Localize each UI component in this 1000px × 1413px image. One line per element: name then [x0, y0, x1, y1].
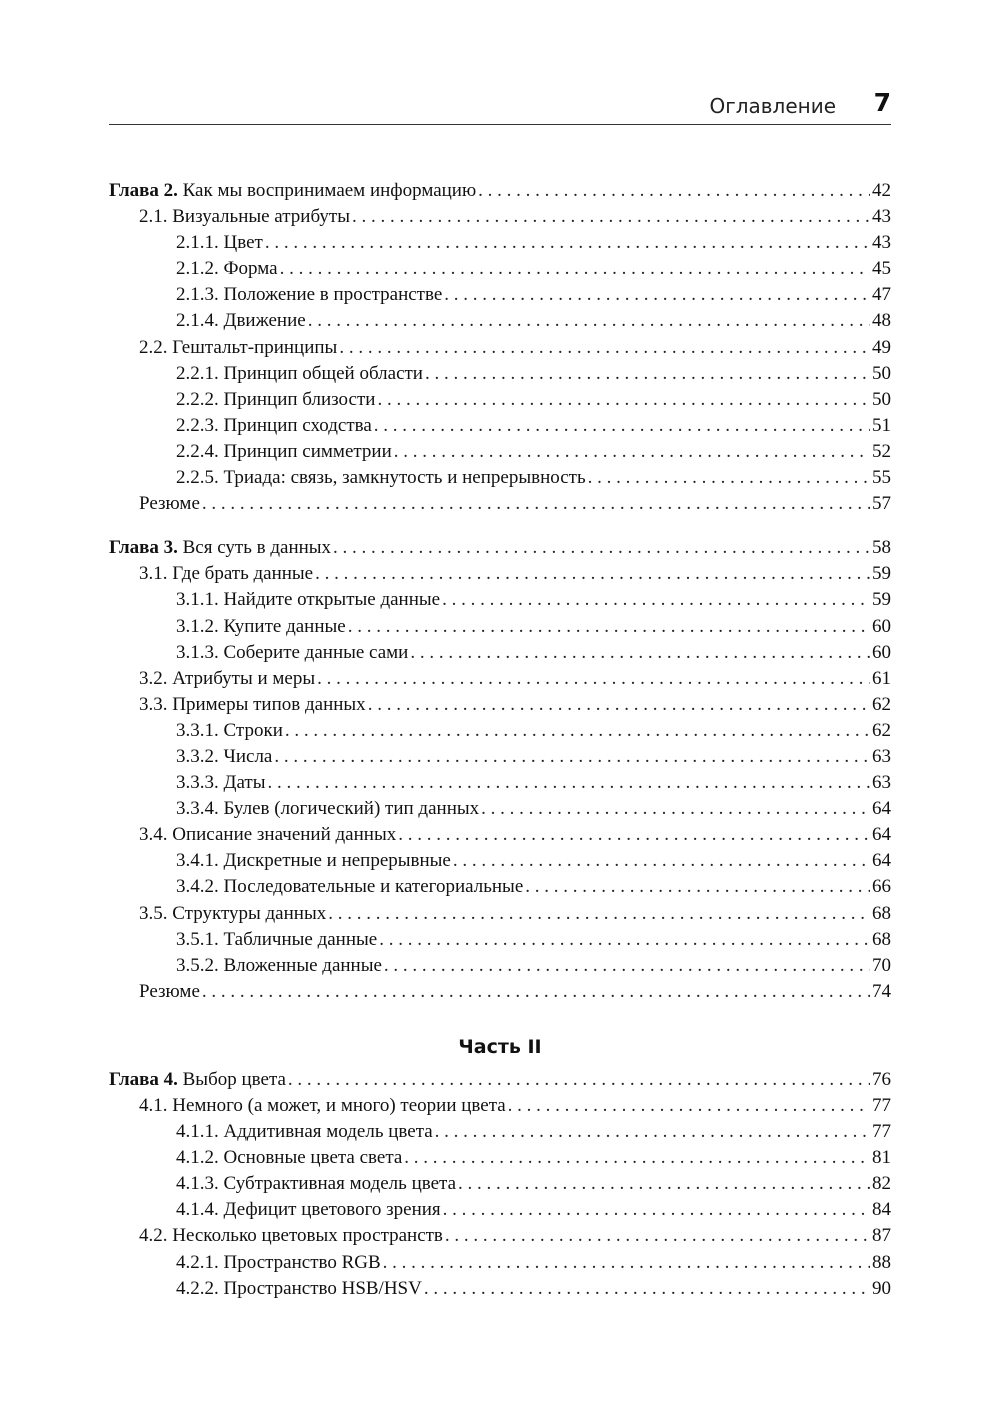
dot-leader [394, 439, 870, 465]
dot-leader [435, 1119, 870, 1145]
toc-entry-text: 2.1. Визуальные атрибуты [139, 206, 350, 228]
toc-entry-label [109, 535, 331, 561]
toc-entry-text: 3.3.4. Булев (логический) тип данных [176, 798, 480, 820]
toc-entry [109, 1250, 891, 1276]
toc-entry-label [139, 1093, 506, 1119]
toc-entry-label [176, 587, 440, 613]
dot-leader [348, 614, 870, 640]
dot-leader [379, 927, 870, 953]
toc-entry-text: 3.1.3. Соберите данные сами [176, 641, 409, 663]
toc-entry-label [139, 561, 313, 587]
toc-page-number: 52 [872, 440, 891, 462]
toc-entry [109, 335, 891, 361]
toc-page-number: 51 [872, 414, 891, 436]
toc-entry-text: 3.4.1. Дискретные и непрерывные [176, 850, 451, 872]
toc-entry-label [109, 1067, 286, 1093]
toc-entry-text: 4.1.1. Аддитивная модель цвета [176, 1121, 433, 1143]
chapter-prefix: Глава 4. [109, 1068, 178, 1090]
toc-entry [109, 848, 891, 874]
toc-page-number: 55 [872, 467, 891, 489]
toc-page-number: 47 [872, 284, 891, 306]
dot-leader [308, 308, 870, 334]
dot-leader [339, 335, 870, 361]
toc-entry [109, 666, 891, 692]
toc-entry-label [139, 1223, 443, 1249]
toc-entry-text: 4.2. Несколько цветовых пространств [139, 1225, 443, 1247]
toc-page-number: 43 [872, 206, 891, 228]
toc-entry [109, 1145, 891, 1171]
dot-leader [328, 901, 870, 927]
toc-entry-label [176, 230, 263, 256]
toc-page-number: 68 [872, 902, 891, 924]
toc-entry-label [176, 465, 586, 491]
header-title: Оглавление [709, 94, 836, 118]
toc-page-number: 63 [872, 772, 891, 794]
dot-leader [377, 387, 870, 413]
dot-leader [265, 230, 870, 256]
toc-entry [109, 718, 891, 744]
header-page-number: 7 [873, 88, 891, 117]
toc-entry-text: 3.3.1. Строки [176, 719, 283, 741]
toc-page-number: 62 [872, 693, 891, 715]
toc-page-number: 76 [872, 1068, 891, 1090]
toc-entry [109, 230, 891, 256]
toc-entry [109, 874, 891, 900]
dot-leader [458, 1171, 870, 1197]
toc-entry-label [176, 848, 451, 874]
toc-entry-text: Вся суть в данных [182, 537, 332, 559]
toc-entry-label [176, 874, 523, 900]
toc-page-number: 58 [872, 537, 891, 559]
toc-entry [109, 901, 891, 927]
toc-page-number: 63 [872, 745, 891, 767]
toc-entry [109, 744, 891, 770]
toc-entry-label [176, 1250, 381, 1276]
toc-page-number: 50 [872, 362, 891, 384]
toc-entry-text: 2.2.3. Принцип сходства [176, 414, 372, 436]
dot-leader [525, 874, 870, 900]
toc-page-number: 77 [872, 1121, 891, 1143]
toc-entry-text: 2.2.5. Триада: связь, замкнутость и непрерывность [176, 467, 586, 489]
dot-leader [442, 587, 870, 613]
dot-leader [410, 640, 870, 666]
toc-entry-text: 2.1.2. Форма [176, 258, 278, 280]
toc-page-number: 64 [872, 824, 891, 846]
toc-entry [109, 491, 891, 517]
dot-leader [202, 979, 870, 1005]
toc-entry-text: 2.1.4. Движение [176, 310, 306, 332]
toc-entry-text: 2.2. Гештальт-принципы [139, 336, 338, 358]
toc-entry-label [139, 822, 396, 848]
toc-chapter-entry [109, 178, 891, 204]
toc-entry [109, 1171, 891, 1197]
toc-page-number: 81 [872, 1147, 891, 1169]
running-header [109, 88, 891, 125]
dot-leader [443, 1197, 870, 1223]
dot-leader [445, 1223, 870, 1249]
toc-entry-text: 2.2.4. Принцип симметрии [176, 440, 392, 462]
block-spacer [109, 517, 891, 535]
toc-entry-label [139, 666, 315, 692]
toc-entry [109, 439, 891, 465]
toc-page-number: 62 [872, 719, 891, 741]
chapter-prefix: Глава 2. [109, 180, 178, 201]
toc-entry-label [176, 1276, 422, 1302]
chapter-prefix: Глава 3. [109, 537, 178, 559]
toc-entry-label [176, 770, 265, 796]
toc-entry-text: 3.2. Атрибуты и меры [139, 667, 316, 689]
toc-entry [109, 413, 891, 439]
dot-leader [267, 770, 870, 796]
dot-leader [368, 692, 870, 718]
dot-leader [481, 796, 870, 822]
toc-page-number: 82 [872, 1173, 891, 1195]
toc-entry-text: 3.1.1. Найдите открытые данные [176, 589, 441, 611]
toc-entry-label [176, 1171, 456, 1197]
toc-entry-label [176, 796, 479, 822]
toc-entry [109, 614, 891, 640]
toc-entry-text: 3.5. Структуры данных [139, 902, 327, 924]
toc-entry [109, 561, 891, 587]
toc-entry-text: 3.1. Где брать данные [139, 563, 314, 585]
toc-entry-label [109, 178, 476, 204]
dot-leader [425, 361, 870, 387]
toc-page-number: 42 [872, 180, 891, 201]
toc-page-number: 59 [872, 563, 891, 585]
toc-entry-text: 3.3.2. Числа [176, 745, 273, 767]
toc-entry [109, 465, 891, 491]
part-title: Часть II [458, 1035, 542, 1058]
toc-entry [109, 640, 891, 666]
dot-leader [398, 822, 870, 848]
dot-leader [424, 1276, 870, 1302]
toc-entry-text: 4.2.2. Пространство HSB/HSV [176, 1277, 422, 1299]
table-of-contents [109, 178, 891, 1302]
toc-page-number: 68 [872, 928, 891, 950]
toc-entry-text: 3.3.3. Даты [176, 772, 266, 794]
dot-leader [588, 465, 870, 491]
toc-entry-text: 3.1.2. Купите данные [176, 615, 346, 637]
toc-entry [109, 256, 891, 282]
dot-leader [384, 953, 870, 979]
toc-page-number: 87 [872, 1225, 891, 1247]
toc-chapter-entry [109, 1067, 891, 1093]
toc-entry-label [176, 744, 272, 770]
toc-entry [109, 282, 891, 308]
toc-entry [109, 587, 891, 613]
toc-entry-text: 4.1. Немного (а может, и много) теории цвета [139, 1095, 506, 1116]
toc-entry-text: 2.2.1. Принцип общей области [176, 362, 423, 384]
toc-entry [109, 1093, 891, 1119]
toc-entry [109, 770, 891, 796]
dot-leader [333, 535, 870, 561]
toc-entry-text: 4.1.4. Дефицит цветового зрения [176, 1199, 441, 1221]
toc-entry-text: 2.1.1. Цвет [176, 232, 263, 254]
toc-entry-text: 4.2.1. Пространство RGB [176, 1251, 381, 1273]
toc-entry-label [176, 439, 392, 465]
toc-entry [109, 953, 891, 979]
dot-leader [478, 178, 870, 204]
toc-page-number: 74 [872, 980, 891, 1002]
toc-page-number: 43 [872, 232, 891, 254]
toc-entry-label [176, 1197, 441, 1223]
dot-leader [285, 718, 870, 744]
toc-page-number: 64 [872, 850, 891, 872]
toc-page-number: 77 [872, 1095, 891, 1116]
toc-entry-label [176, 953, 382, 979]
dot-leader [352, 204, 870, 230]
toc-entry-text: 2.1.3. Положение в пространстве [176, 284, 443, 306]
toc-entry-text: Резюме [139, 493, 200, 515]
dot-leader [202, 491, 870, 517]
dot-leader [274, 744, 870, 770]
dot-leader [315, 561, 870, 587]
toc-page-number: 61 [872, 667, 891, 689]
toc-page-number: 48 [872, 310, 891, 332]
toc-entry [109, 308, 891, 334]
toc-entry-label [176, 361, 423, 387]
toc-page-number: 60 [872, 615, 891, 637]
toc-entry-label [176, 1119, 433, 1145]
toc-page-number: 49 [872, 336, 891, 358]
dot-leader [508, 1093, 870, 1119]
toc-page-number: 45 [872, 258, 891, 280]
toc-page-number: 64 [872, 798, 891, 820]
toc-entry-label [139, 204, 350, 230]
toc-page-number: 59 [872, 589, 891, 611]
toc-entry-text: 3.3. Примеры типов данных [139, 693, 366, 715]
toc-page-number: 88 [872, 1251, 891, 1273]
toc-entry-label [176, 282, 442, 308]
block-spacer [109, 1005, 891, 1023]
toc-entry-label [176, 927, 377, 953]
toc-entry [109, 796, 891, 822]
toc-entry-label [139, 979, 200, 1005]
dot-leader [288, 1067, 870, 1093]
toc-entry-label [176, 387, 375, 413]
toc-page-number: 60 [872, 641, 891, 663]
toc-page-number: 90 [872, 1277, 891, 1299]
dot-leader [383, 1250, 870, 1276]
toc-entry-text: 3.5.2. Вложенные данные [176, 954, 382, 976]
toc-entry-text: 3.4. Описание значений данных [139, 824, 397, 846]
toc-entry-label [139, 491, 200, 517]
toc-entry [109, 1119, 891, 1145]
toc-page-number: 57 [872, 493, 891, 515]
toc-entry-label [139, 335, 337, 361]
toc-entry-text: Выбор цвета [182, 1068, 286, 1090]
toc-entry [109, 361, 891, 387]
toc-entry-text: 4.1.3. Субтрактивная модель цвета [176, 1173, 456, 1195]
toc-entry [109, 979, 891, 1005]
toc-entry [109, 387, 891, 413]
toc-entry [109, 1276, 891, 1302]
toc-entry-label [176, 308, 306, 334]
toc-entry-text: Резюме [139, 980, 200, 1002]
toc-entry-text: 4.1.2. Основные цвета света [176, 1147, 403, 1169]
dot-leader [453, 848, 870, 874]
toc-entry [109, 692, 891, 718]
toc-entry-label [176, 1145, 402, 1171]
toc-entry-text: Как мы воспринимаем информацию [182, 180, 477, 201]
toc-entry-label [139, 901, 326, 927]
toc-page-number: 66 [872, 876, 891, 898]
dot-leader [374, 413, 870, 439]
toc-entry-text: 3.4.2. Последовательные и категориальные [176, 876, 524, 898]
toc-page-number: 70 [872, 954, 891, 976]
toc-entry [109, 204, 891, 230]
dot-leader [280, 256, 870, 282]
toc-page-number: 84 [872, 1199, 891, 1221]
toc-entry [109, 1223, 891, 1249]
toc-entry-label [176, 256, 278, 282]
dot-leader [404, 1145, 870, 1171]
toc-page-number: 50 [872, 388, 891, 410]
toc-entry-label [176, 718, 283, 744]
toc-entry-label [139, 692, 366, 718]
toc-entry-text: 2.2.2. Принцип близости [176, 388, 376, 410]
toc-entry-text: 3.5.1. Табличные данные [176, 928, 378, 950]
toc-entry [109, 822, 891, 848]
toc-entry-label [176, 413, 372, 439]
toc-chapter-entry [109, 535, 891, 561]
toc-entry [109, 927, 891, 953]
toc-entry [109, 1197, 891, 1223]
toc-entry-label [176, 614, 346, 640]
toc-entry-label [176, 640, 408, 666]
dot-leader [444, 282, 870, 308]
dot-leader [317, 666, 870, 692]
